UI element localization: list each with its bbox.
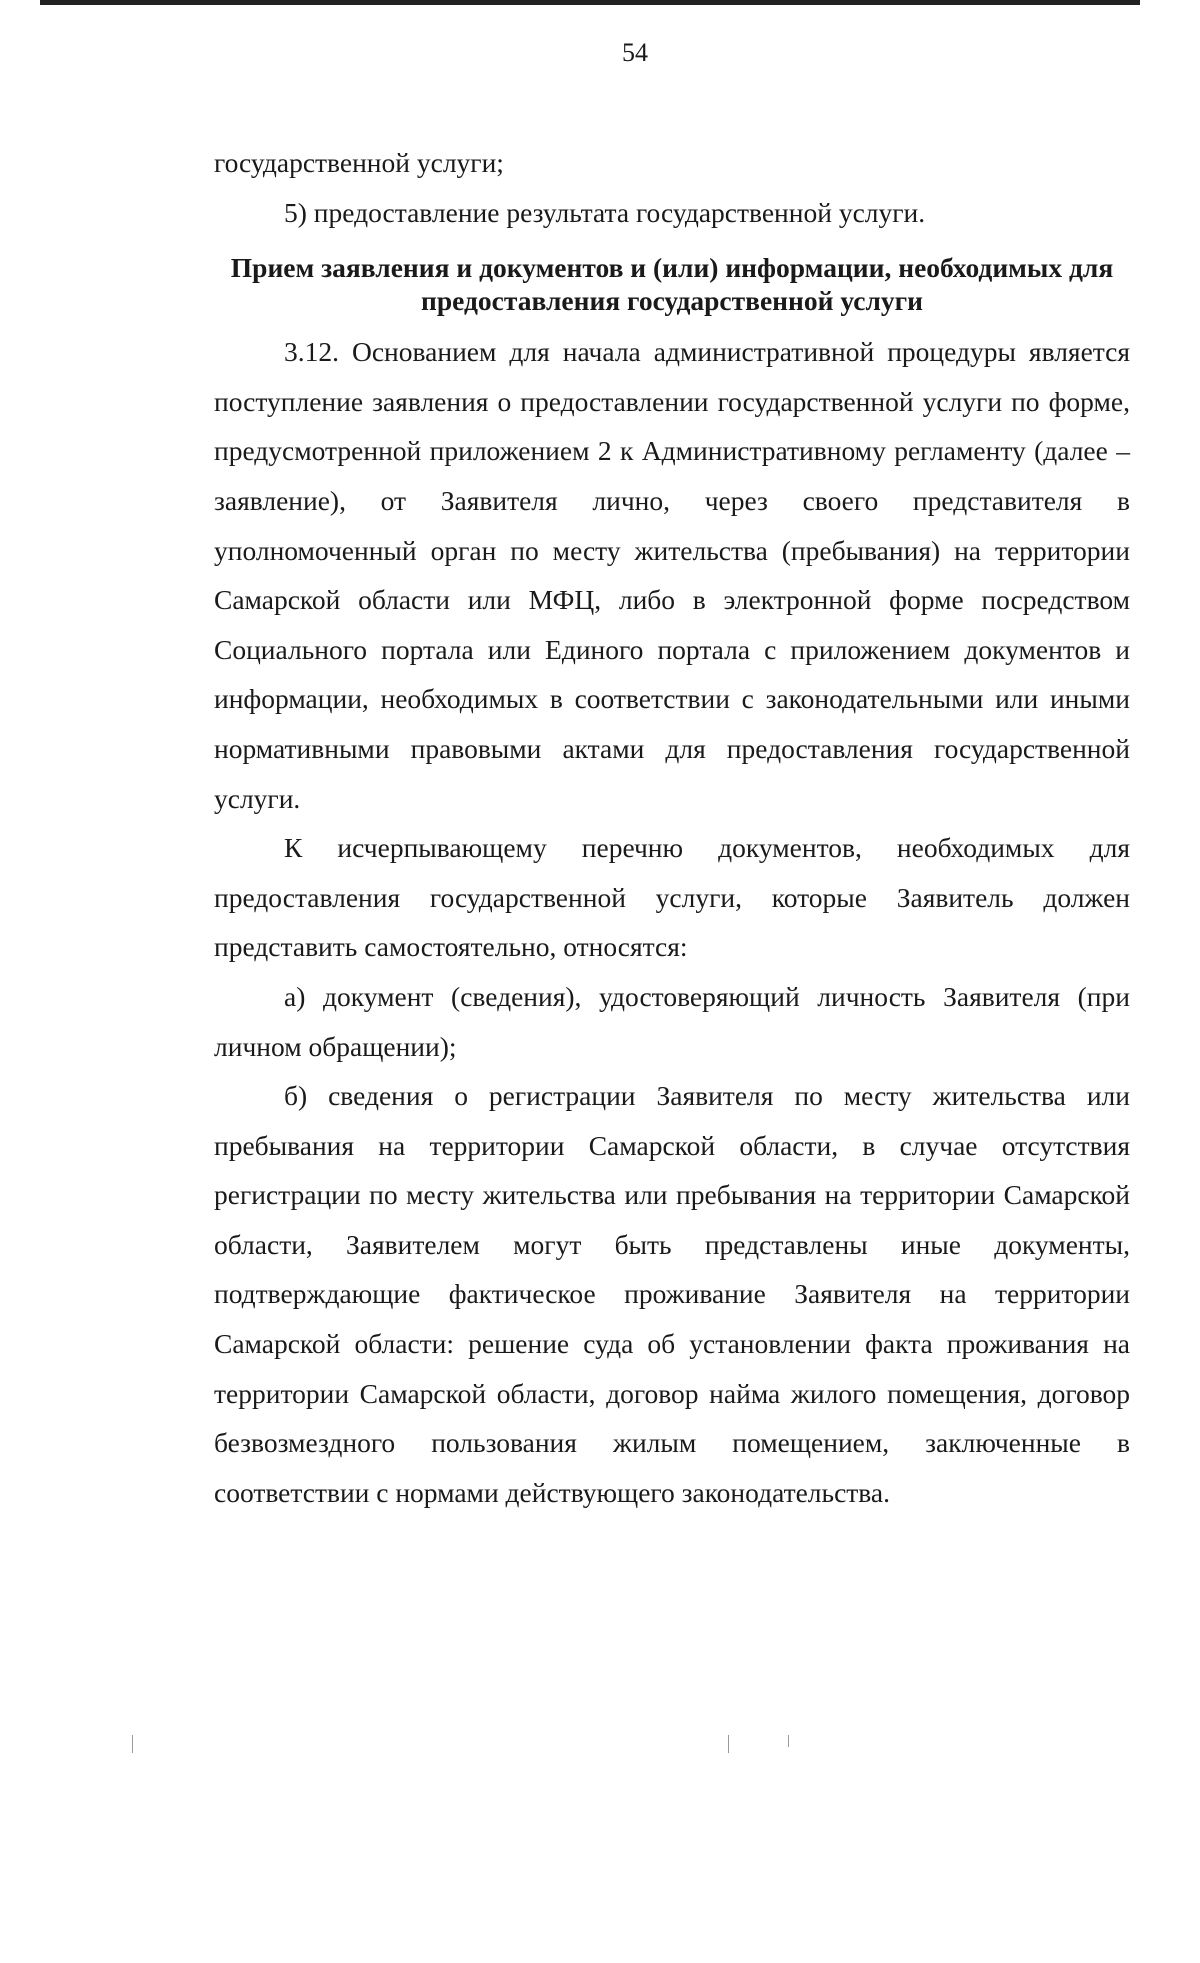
scan-mark bbox=[788, 1735, 789, 1747]
scan-mark bbox=[132, 1735, 133, 1753]
list-item-a: а) документ (сведения), удостоверяющий личность Заявителя (при личном обращении); bbox=[214, 980, 1130, 1062]
top-border-line bbox=[40, 0, 1140, 5]
page-number: 54 bbox=[622, 38, 648, 67]
document-body bbox=[214, 138, 1130, 1517]
section-heading: Прием заявления и документов и (или) информации, необходимых для предоставления государственной услуги bbox=[230, 252, 1114, 317]
scan-mark bbox=[728, 1735, 729, 1753]
paragraph-item-5: 5) предоставление результата государственной услуги. bbox=[284, 196, 926, 228]
list-item-b: б) сведения о регистрации Заявителя по месту жительства или пребывания на территории Самарской области, в случае отсутствия регистрации по месту жительства или пребывания на территории Самарской области, Заявителем могут быть представлены иные документы, подтверждающие фактическое проживание Заявителя на территории Самарской области: решение суда об установлении факта проживания на территории Самарской области, договор найма жилого помещения, договор безвозмездного пользования жилым помещением, заключенные в соответствии с нормами действующего законодательства. bbox=[214, 1080, 1130, 1508]
paragraph-3-12: 3.12. Основанием для начала административной процедуры является поступление заявления о предоставлении государственной услуги по форме, предусмотренной приложением 2 к Административному регламенту (далее – заявление), от Заявителя лично, через своего представителя в уполномоченный орган по месту жительства (пребывания) на территории Самарской области или МФЦ, либо в электронной форме посредством Социального портала или Единого портала с приложением документов и информации, необходимых в соответствии с законодательными или иными нормативными правовыми актами для предоставления государственной услуги. bbox=[214, 336, 1130, 814]
paragraph-list-intro: К исчерпывающему перечню документов, необходимых для предоставления государственной услуги, которые Заявитель должен представить самостоятельно, относятся: bbox=[214, 832, 1130, 963]
paragraph-continuation: государственной услуги; bbox=[214, 147, 504, 178]
